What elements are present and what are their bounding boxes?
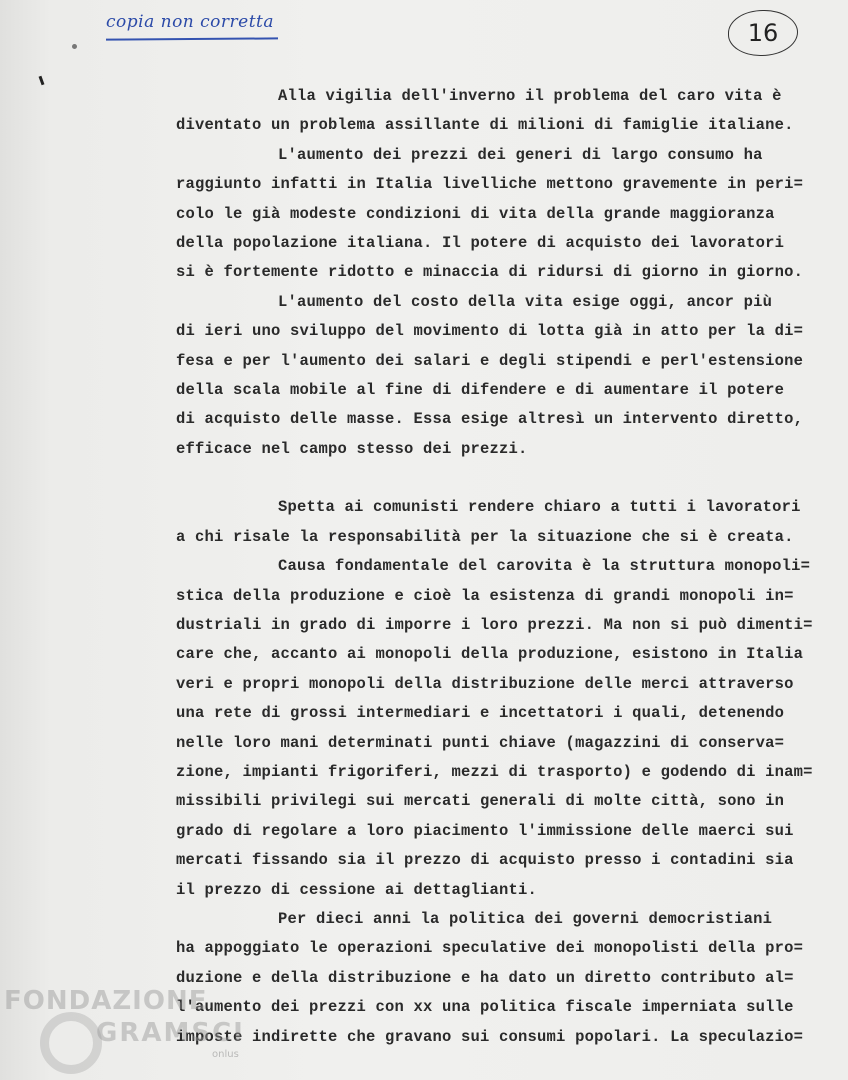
typewritten-text: [176, 82, 846, 1052]
text-line: a chi risale la responsabilità per la situazione che si è creata.: [176, 527, 794, 546]
text-line: l'aumento dei prezzi con xx una politica fiscale imperniata sulle: [176, 998, 794, 1017]
text-line: una rete di grossi intermediari e incettatori i quali, detenendo: [176, 704, 785, 723]
text-line: Spetta ai comunisti rendere chiaro a tutti i lavoratori: [278, 498, 801, 517]
text-line: raggiunto infatti in Italia livelliche mettono gravemente in peri=: [176, 175, 804, 194]
watermark-logo-icon: [40, 1012, 102, 1074]
text-line: fesa e per l'aumento dei salari e degli stipendi e perl'estensione: [176, 351, 804, 370]
text-line: L'aumento dei prezzi dei generi di largo consumo ha: [278, 145, 763, 164]
text-line: di acquisto delle masse. Essa esige altresì un intervento diretto,: [176, 410, 804, 429]
punch-mark: [72, 44, 77, 49]
text-line: missibili privilegi sui mercati generali di molte città, sono in: [176, 792, 785, 811]
text-line: efficace nel campo stesso dei prezzi.: [176, 439, 528, 458]
text-line: della scala mobile al fine di difendere e di aumentare il potere: [176, 380, 785, 399]
text-line: il prezzo di cessione ai dettaglianti.: [176, 880, 538, 899]
paragraph-gap: [176, 464, 846, 493]
text-line: veri e propri monopoli della distribuzione delle merci attraverso: [176, 674, 794, 693]
text-line: stica della produzione e cioè la esistenza di grandi monopoli in=: [176, 586, 794, 605]
text-line: grado di regolare a loro piacimento l'immissione delle maerci sui: [176, 821, 794, 840]
text-line: colo le già modeste condizioni di vita della grande maggioranza: [176, 204, 775, 223]
text-line: della popolazione italiana. Il potere di acquisto dei lavoratori: [176, 233, 785, 252]
text-line: nelle loro mani determinati punti chiave (magazzini di conserva=: [176, 733, 785, 752]
text-line: zione, impianti frigoriferi, mezzi di trasporto) e godendo di inam=: [176, 762, 813, 781]
text-line: ha appoggiato le operazioni speculative dei monopolisti della pro=: [176, 939, 804, 958]
text-line: si è fortemente ridotto e minaccia di ridursi di giorno in giorno.: [176, 263, 804, 282]
text-line: care che, accanto ai monopoli della produzione, esistono in Italia: [176, 645, 804, 664]
watermark-line2: GRAMSCI: [96, 1018, 245, 1048]
text-line: dustriali in grado di imporre i loro prezzi. Ma non si può dimenti=: [176, 616, 813, 635]
text-line: Alla vigilia dell'inverno il problema del caro vita è: [278, 87, 782, 105]
text-line: mercati fissando sia il prezzo di acquisto presso i contadini sia: [176, 851, 794, 870]
text-line: imposte indirette che gravano sui consumi popolari. La speculazio=: [176, 1027, 804, 1046]
watermark-line1: FONDAZIONE: [4, 986, 208, 1016]
text-line: Causa fondamentale del carovita è la struttura monopoli=: [278, 557, 811, 576]
handwritten-note: copia non corretta: [106, 12, 275, 32]
text-line: di ieri uno sviluppo del movimento di lotta già in atto per la di=: [176, 322, 804, 341]
handwritten-underline: [106, 37, 278, 40]
text-line: duzione e della distribuzione e ha dato un diretto contributo al=: [176, 968, 794, 987]
text-line: L'aumento del costo della vita esige oggi, ancor più: [278, 292, 773, 311]
ink-mark: [39, 76, 45, 85]
text-line: Per dieci anni la politica dei governi democristiani: [278, 909, 773, 928]
watermark-line3: onlus: [212, 1049, 239, 1060]
text-line: diventato un problema assillante di milioni di famiglie italiane.: [176, 116, 794, 135]
page-number-circled: 16: [728, 10, 798, 56]
